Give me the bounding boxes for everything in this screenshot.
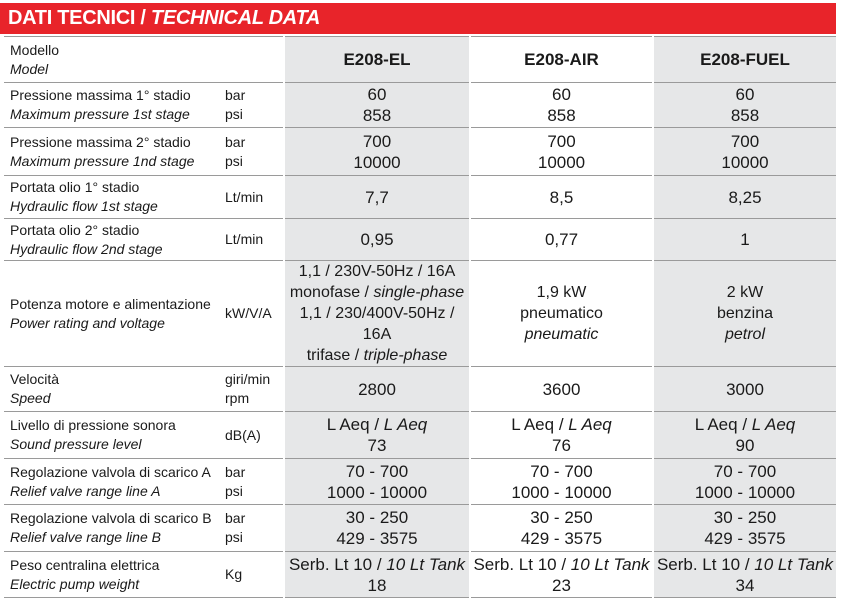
value: 18 [367,575,387,595]
label-en: Relief valve range line A [10,482,161,499]
value-cell [284,412,470,459]
value-cell [284,128,470,176]
value: 10000 [537,152,586,172]
value: 30 - 250 [530,508,593,527]
unit-primary: bar [225,510,246,526]
unit-cell: dB(A) [223,412,284,459]
unit-cell [223,128,284,176]
label-en: Sound pressure level [10,436,142,452]
value: 60 [367,85,387,104]
unit-primary: bar [225,87,246,103]
unit-cell: Lt/min [223,176,284,219]
value: 60 [735,85,755,104]
table-row-speed [4,367,836,412]
value-cell [470,261,653,367]
unit-primary: giri/min [225,371,271,387]
value: 700 [362,131,392,151]
value: 76 [552,436,571,455]
value: petrol [724,326,766,343]
value-cell [470,459,653,505]
value-label: Serb. Lt 10 / 10 Lt Tank [288,554,466,574]
table-row-max-pressure-1 [4,83,836,128]
row-label [4,176,223,219]
label-it: Portata olio 1° stadio [10,179,140,195]
row-label [4,367,223,412]
value: 30 - 250 [345,508,409,527]
value-cell: 8,25 [653,176,836,219]
value-cell [284,83,470,128]
value: pneumatic [524,326,599,343]
value-cell [470,83,653,128]
unit-cell [223,367,284,412]
value-label: L Aeq / L Aeq [694,415,796,434]
value: 700 [730,131,760,151]
value: 30 - 250 [713,508,777,527]
table-row-sound-pressure [4,412,836,459]
value-cell [653,412,836,459]
value-cell [470,505,653,552]
section-banner [0,3,836,34]
unit-cell: Lt/min [223,219,284,261]
value-cell [653,459,836,505]
banner-title-it: DATI TECNICI / [8,7,151,29]
row-label [4,83,223,128]
value: 858 [362,106,392,125]
row-label [4,37,223,83]
label-it: Pressione massima 1° stadio [10,87,191,103]
value-it: monofase / [289,284,374,301]
table-row-power-rating [4,261,836,367]
value-cell: 7,7 [284,176,470,219]
label-en: Maximum pressure 1nd stage [10,152,195,169]
value-cell: 2800 [284,367,470,412]
unit-secondary: rpm [225,390,250,406]
value-cell: 3000 [653,367,836,412]
unit-secondary: psi [225,152,243,169]
row-label [4,128,223,176]
label-it: Pressione massima 2° stadio [10,133,191,150]
value-cell [284,505,470,552]
value: 1,1 / 230/400V-50Hz / 16A [299,305,455,343]
row-label [4,219,223,261]
value-cell [470,128,653,176]
table-row-hydraulic-flow-1 [4,176,836,219]
table-row-max-pressure-2 [4,128,836,176]
value: 90 [735,436,755,455]
value: 10000 [721,152,769,172]
model-header: E208-EL [284,37,470,83]
label-it: Modello [10,41,60,58]
value: pneumatico [520,305,603,322]
value: 1000 - 10000 [326,482,428,502]
table-row-relief-valve-b [4,505,836,552]
label-en: Electric pump weight [10,575,140,592]
model-header: E208-FUEL [653,37,836,83]
value: 60 [552,85,571,104]
value: 70 - 700 [530,461,593,481]
value-cell [653,261,836,367]
unit-cell [223,83,284,128]
unit-secondary: psi [225,106,243,122]
unit-cell [223,505,284,552]
unit-primary: bar [225,133,246,150]
value: 858 [730,106,760,125]
value: 2 kW [726,284,764,301]
value-cell: 1 [653,219,836,261]
value-en: triple-phase [363,347,448,364]
value-label: L Aeq / L Aeq [326,415,428,434]
value-cell [284,261,470,367]
label-it: Peso centralina elettrica [10,556,160,573]
label-en: Power rating and voltage [10,314,165,331]
value: 1,1 / 230V-50Hz / 16A [298,263,456,280]
unit-primary: bar [225,463,246,480]
value-cell [470,412,653,459]
row-label [4,552,223,598]
value-label: L Aeq / L Aeq [511,415,612,434]
value-cell: 8,5 [470,176,653,219]
label-en: Speed [10,390,51,406]
value-en: single-phase [373,284,465,301]
label-en: Relief valve range line B [10,529,161,545]
label-it: Velocità [10,371,60,387]
value-it: trifase / [306,347,364,364]
row-label [4,261,223,367]
label-en: Model [10,60,49,77]
label-it: Portata olio 2° stadio [10,221,140,238]
value: 1000 - 10000 [511,482,612,502]
row-label [4,412,223,459]
label-it: Potenza motore e alimentazione [10,295,211,312]
value: 73 [367,436,387,455]
table-row-model [4,37,836,83]
value-cell: 0,77 [470,219,653,261]
row-label [4,459,223,505]
label-it: Livello di pressione sonora [10,417,176,433]
unit-secondary: psi [225,482,243,499]
value-label: Serb. Lt 10 / 10 Lt Tank [656,554,834,574]
label-it: Regolazione valvola di scarico A [10,463,211,480]
value: 70 - 700 [345,461,409,481]
value-cell [284,459,470,505]
value: 1000 - 10000 [694,482,796,502]
value-cell [284,552,470,598]
table-row-pump-weight [4,552,836,598]
table-row-hydraulic-flow-2 [4,219,836,261]
value: 429 - 3575 [704,529,786,548]
technical-data-table [4,36,836,598]
label-it: Regolazione valvola di scarico B [10,510,212,526]
value: 70 - 700 [713,461,777,481]
table-row-relief-valve-a [4,459,836,505]
value-cell [653,552,836,598]
value: 10000 [353,152,401,172]
model-header: E208-AIR [470,37,653,83]
value [285,345,469,366]
value [285,282,469,303]
value-cell [653,505,836,552]
value: 429 - 3575 [336,529,418,548]
value: 858 [547,106,576,125]
unit-cell: Kg [223,552,284,598]
label-en: Maximum pressure 1st stage [10,106,190,122]
value: 34 [735,575,755,595]
value-cell [653,128,836,176]
value: 23 [552,575,571,595]
row-label [4,505,223,552]
value-label: Serb. Lt 10 / 10 Lt Tank [473,554,650,574]
value: 429 - 3575 [520,529,603,548]
value-cell: 0,95 [284,219,470,261]
value: 700 [547,131,576,151]
value-cell [470,552,653,598]
value: 1,9 kW [536,284,587,301]
banner-title-en: TECHNICAL DATA [150,7,321,29]
label-en: Hydraulic flow 1st stage [10,198,158,214]
value: benzina [716,305,774,322]
value-cell: 3600 [470,367,653,412]
unit-secondary: psi [225,529,243,545]
label-en: Hydraulic flow 2nd stage [10,240,163,257]
value-cell [653,83,836,128]
unit-cell: kW/V/A [223,261,284,367]
unit-cell [223,459,284,505]
